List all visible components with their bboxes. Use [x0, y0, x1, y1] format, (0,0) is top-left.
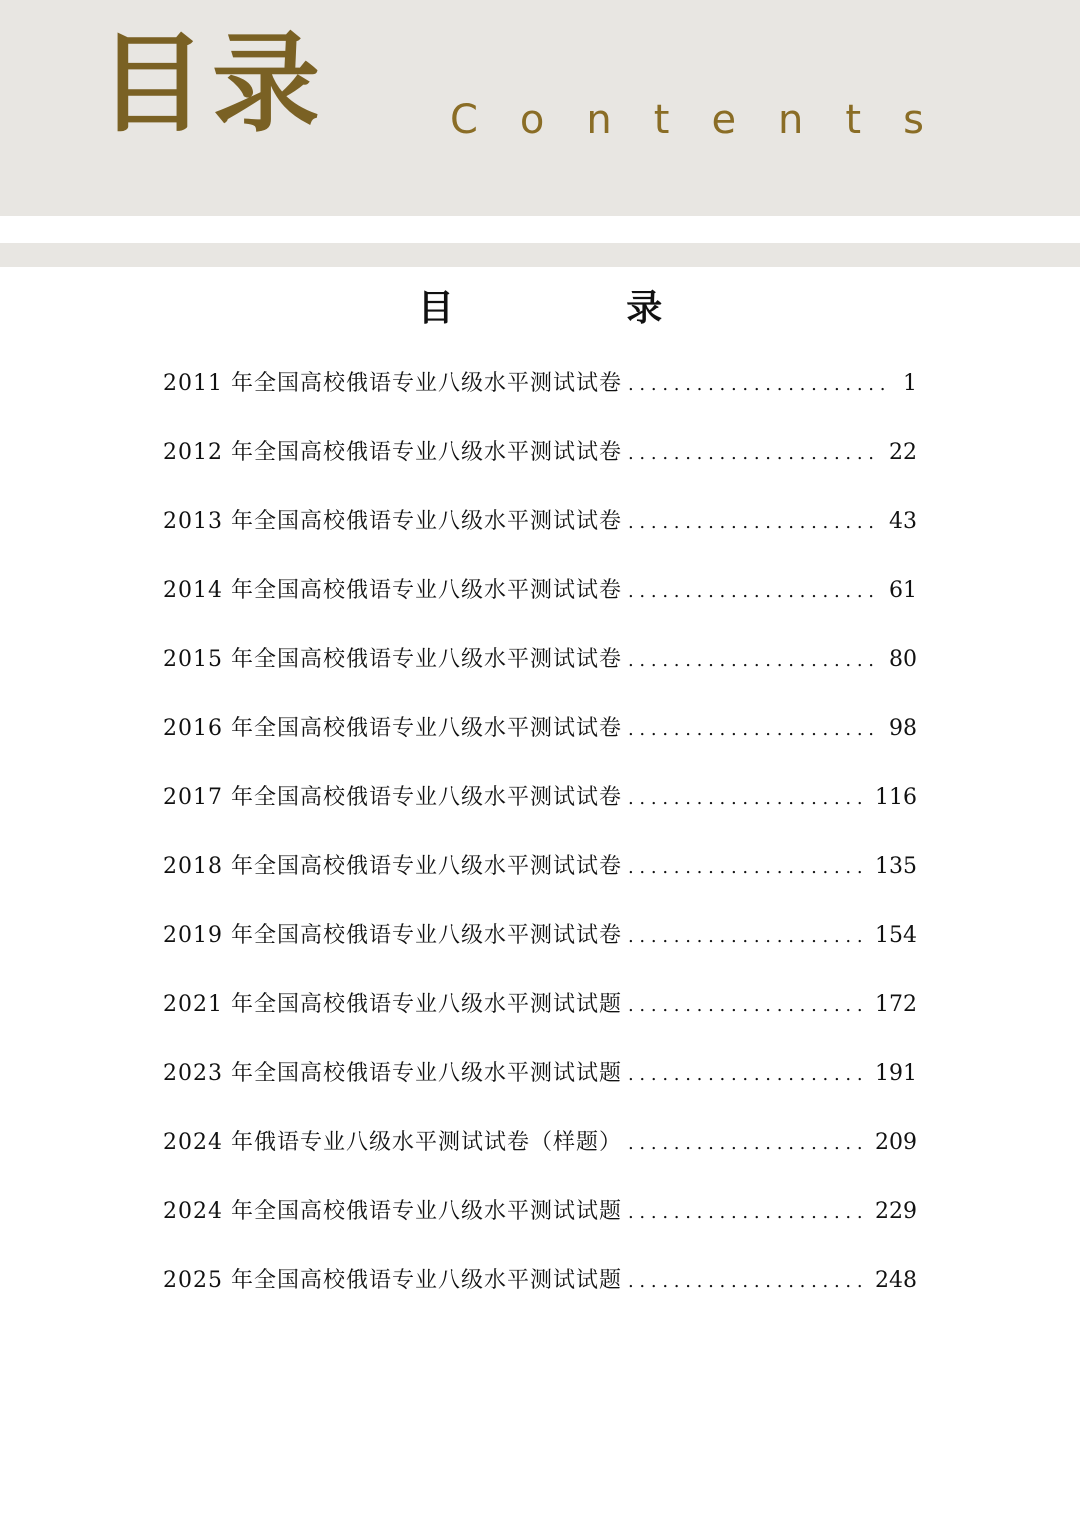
toc-entry-page: 43	[889, 509, 917, 534]
toc-entry-title: 2019 年全国高校俄语专业八级水平测试试卷	[163, 923, 622, 948]
toc-entry[interactable]	[163, 1054, 917, 1123]
toc-entry-page: 191	[875, 1061, 917, 1086]
toc-dot-leader	[628, 641, 877, 681]
toc-entry-title: 2013 年全国高校俄语专业八级水平测试试卷	[163, 509, 622, 534]
toc-entry-page: 154	[875, 923, 917, 948]
toc-entry-page: 248	[875, 1268, 917, 1293]
toc-entry-title: 2021 年全国高校俄语专业八级水平测试试题	[163, 992, 622, 1017]
toc-entry-title: 2018 年全国高校俄语专业八级水平测试试卷	[163, 854, 622, 879]
toc-entry[interactable]	[163, 364, 917, 433]
toc-entry-page: 229	[875, 1199, 917, 1224]
toc-entry[interactable]	[163, 847, 917, 916]
toc-entry-page: 1	[903, 371, 917, 396]
toc-entry[interactable]	[163, 1192, 917, 1261]
toc-entry[interactable]	[163, 640, 917, 709]
toc-entry[interactable]	[163, 778, 917, 847]
header-banner	[0, 0, 1080, 216]
toc-dot-leader	[628, 1193, 863, 1233]
toc-entry-page: 61	[889, 578, 917, 603]
toc-entry-title: 2017 年全国高校俄语专业八级水平测试试卷	[163, 785, 622, 810]
toc-dot-leader	[628, 779, 863, 819]
toc-heading: 目 录	[417, 287, 743, 329]
toc-entry-title: 2014 年全国高校俄语专业八级水平测试试卷	[163, 578, 622, 603]
toc-entry[interactable]	[163, 1123, 917, 1192]
toc-entry-title: 2016 年全国高校俄语专业八级水平测试试卷	[163, 716, 622, 741]
toc-dot-leader	[628, 1124, 863, 1164]
toc-entry-page: 80	[889, 647, 917, 672]
divider-band	[0, 243, 1080, 267]
toc-entry-page: 22	[889, 440, 917, 465]
toc-entry-page: 135	[875, 854, 917, 879]
toc-dot-leader	[628, 917, 863, 957]
toc-entry-title: 2012 年全国高校俄语专业八级水平测试试卷	[163, 440, 622, 465]
toc-entry-page: 116	[875, 785, 917, 810]
toc-dot-leader	[628, 572, 877, 612]
toc-entry-page: 172	[875, 992, 917, 1017]
header-title: 目录	[98, 21, 327, 147]
toc-dot-leader	[628, 1262, 863, 1302]
toc-entry-title: 2024 年全国高校俄语专业八级水平测试试题	[163, 1199, 622, 1224]
toc-entry-title: 2023 年全国高校俄语专业八级水平测试试题	[163, 1061, 622, 1086]
toc-dot-leader	[628, 365, 891, 405]
toc-entry-title: 2015 年全国高校俄语专业八级水平测试试卷	[163, 647, 622, 672]
toc-entry-page: 98	[889, 716, 917, 741]
toc-entry[interactable]	[163, 985, 917, 1054]
toc-entry[interactable]	[163, 433, 917, 502]
toc-entry-title: 2025 年全国高校俄语专业八级水平测试试题	[163, 1268, 622, 1293]
toc-dot-leader	[628, 710, 877, 750]
toc-list	[163, 364, 917, 1330]
toc-entry[interactable]	[163, 709, 917, 778]
toc-dot-leader	[628, 1055, 863, 1095]
toc-entry-title: 2011 年全国高校俄语专业八级水平测试试卷	[163, 371, 622, 396]
toc-entry[interactable]	[163, 571, 917, 640]
header-subtitle: Contents	[450, 97, 966, 143]
toc-entry[interactable]	[163, 502, 917, 571]
toc-entry[interactable]	[163, 1261, 917, 1330]
toc-dot-leader	[628, 503, 877, 543]
toc-dot-leader	[628, 434, 877, 474]
toc-entry-page: 209	[875, 1130, 917, 1155]
toc-entry[interactable]	[163, 916, 917, 985]
toc-dot-leader	[628, 986, 863, 1026]
toc-entry-title: 2024 年俄语专业八级水平测试试卷（样题）	[163, 1130, 622, 1155]
toc-dot-leader	[628, 848, 863, 888]
